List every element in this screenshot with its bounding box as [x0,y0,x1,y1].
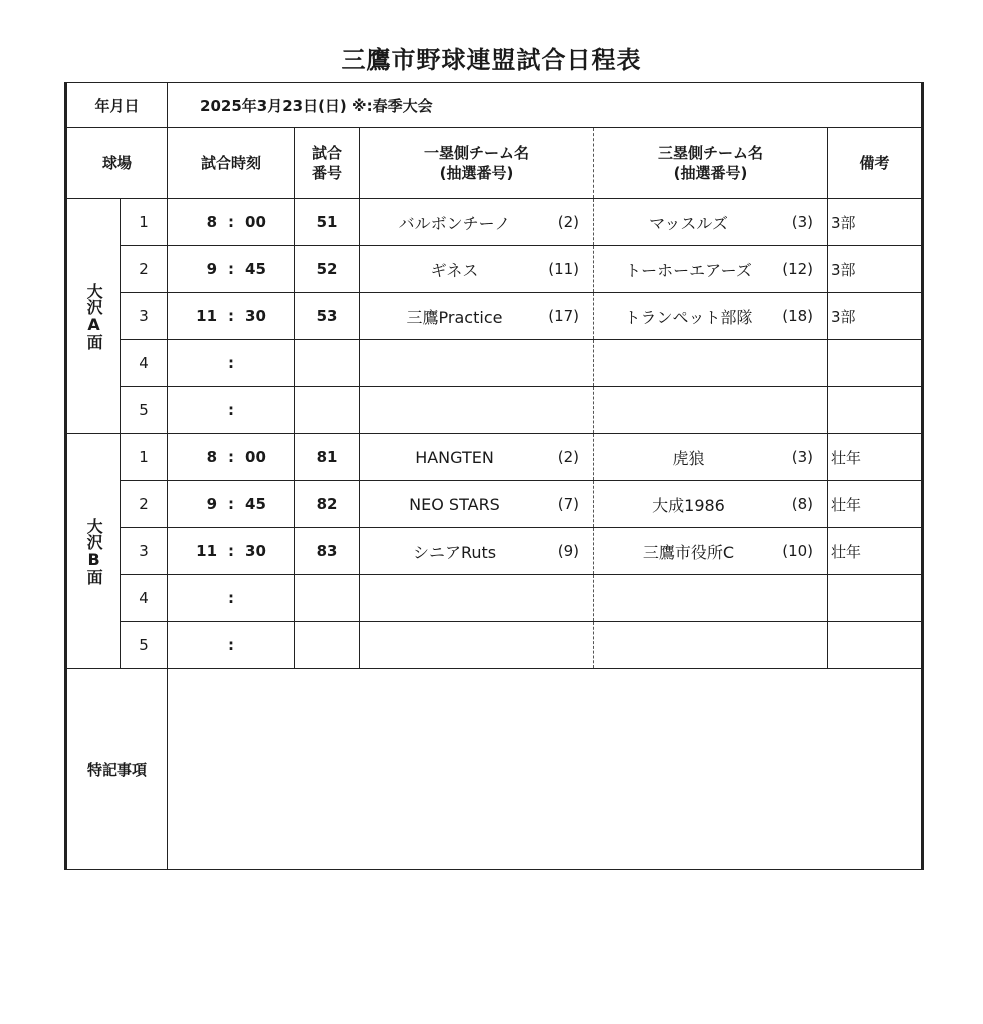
remark [828,387,923,434]
first-base-team [360,622,594,669]
table-row [66,340,923,387]
table-row [66,622,923,669]
game-time: : [168,622,295,669]
third-base-team: 虎狼 (3) [594,434,828,481]
third-base-team: 三鷹市役所C (10) [594,528,828,575]
third-base-team: トランペット部隊 (18) [594,293,828,340]
game-number: 81 [295,434,360,481]
table-row [66,246,923,293]
game-time: : [168,340,295,387]
game-time: : [168,387,295,434]
notes-content [168,669,923,870]
game-time: : [168,575,295,622]
game-number: 83 [295,528,360,575]
game-number [295,340,360,387]
notes-label: 特記事項 [66,669,168,870]
game-number: 51 [295,199,360,246]
game-time: 11 : 30 [168,528,295,575]
first-base-team: ギネス (11) [360,246,594,293]
schedule-table [64,82,924,870]
game-no-header: 試合 番号 [295,128,360,199]
date-label: 年月日 [66,83,168,128]
date-row [66,83,923,128]
game-number: 53 [295,293,360,340]
third-base-team: マッスルズ (3) [594,199,828,246]
venue-name: 大沢A面 [66,199,121,434]
remark: 3部 [828,246,923,293]
third-base-header: 三塁側チーム名 (抽選番号) [594,128,828,199]
first-base-team: シニアRuts (9) [360,528,594,575]
table-row [66,387,923,434]
venue-name: 大沢B面 [66,434,121,669]
third-base-team [594,387,828,434]
remarks-header: 備考 [828,128,923,199]
first-base-team: NEO STARS (7) [360,481,594,528]
venue-header: 球場 [66,128,168,199]
first-base-team: バルボンチーノ (2) [360,199,594,246]
first-base-header: 一塁側チーム名 (抽選番号) [360,128,594,199]
row-number: 5 [121,622,168,669]
table-row [66,528,923,575]
game-time: 9 : 45 [168,246,295,293]
table-row [66,199,923,246]
remark: 壮年 [828,528,923,575]
game-number: 52 [295,246,360,293]
row-number: 3 [121,293,168,340]
row-number: 3 [121,528,168,575]
remark: 壮年 [828,434,923,481]
third-base-team [594,622,828,669]
table-row [66,575,923,622]
table-row [66,434,923,481]
game-time: 9 : 45 [168,481,295,528]
row-number: 5 [121,387,168,434]
table-row [66,293,923,340]
third-base-team [594,340,828,387]
row-number: 4 [121,575,168,622]
header-row [66,128,923,199]
first-base-team [360,340,594,387]
game-number [295,622,360,669]
first-base-team [360,387,594,434]
remark: 3部 [828,199,923,246]
row-number: 2 [121,481,168,528]
game-time: 8 : 00 [168,199,295,246]
time-header: 試合時刻 [168,128,295,199]
table-row [66,481,923,528]
page-title: 三鷹市野球連盟試合日程表 [341,46,642,74]
game-number [295,387,360,434]
third-base-team [594,575,828,622]
remark: 3部 [828,293,923,340]
row-number: 2 [121,246,168,293]
date-value: 2025年3月23日(日) ※:春季大会 [168,83,923,128]
row-number: 1 [121,199,168,246]
game-time: 8 : 00 [168,434,295,481]
row-number: 1 [121,434,168,481]
first-base-team: 三鷹Practice (17) [360,293,594,340]
first-base-team [360,575,594,622]
row-number: 4 [121,340,168,387]
third-base-team: 大成1986 (8) [594,481,828,528]
game-time: 11 : 30 [168,293,295,340]
notes-row [66,669,923,870]
remark [828,340,923,387]
game-number: 82 [295,481,360,528]
remark [828,575,923,622]
first-base-team: HANGTEN (2) [360,434,594,481]
game-number [295,575,360,622]
third-base-team: トーホーエアーズ (12) [594,246,828,293]
remark [828,622,923,669]
remark: 壮年 [828,481,923,528]
